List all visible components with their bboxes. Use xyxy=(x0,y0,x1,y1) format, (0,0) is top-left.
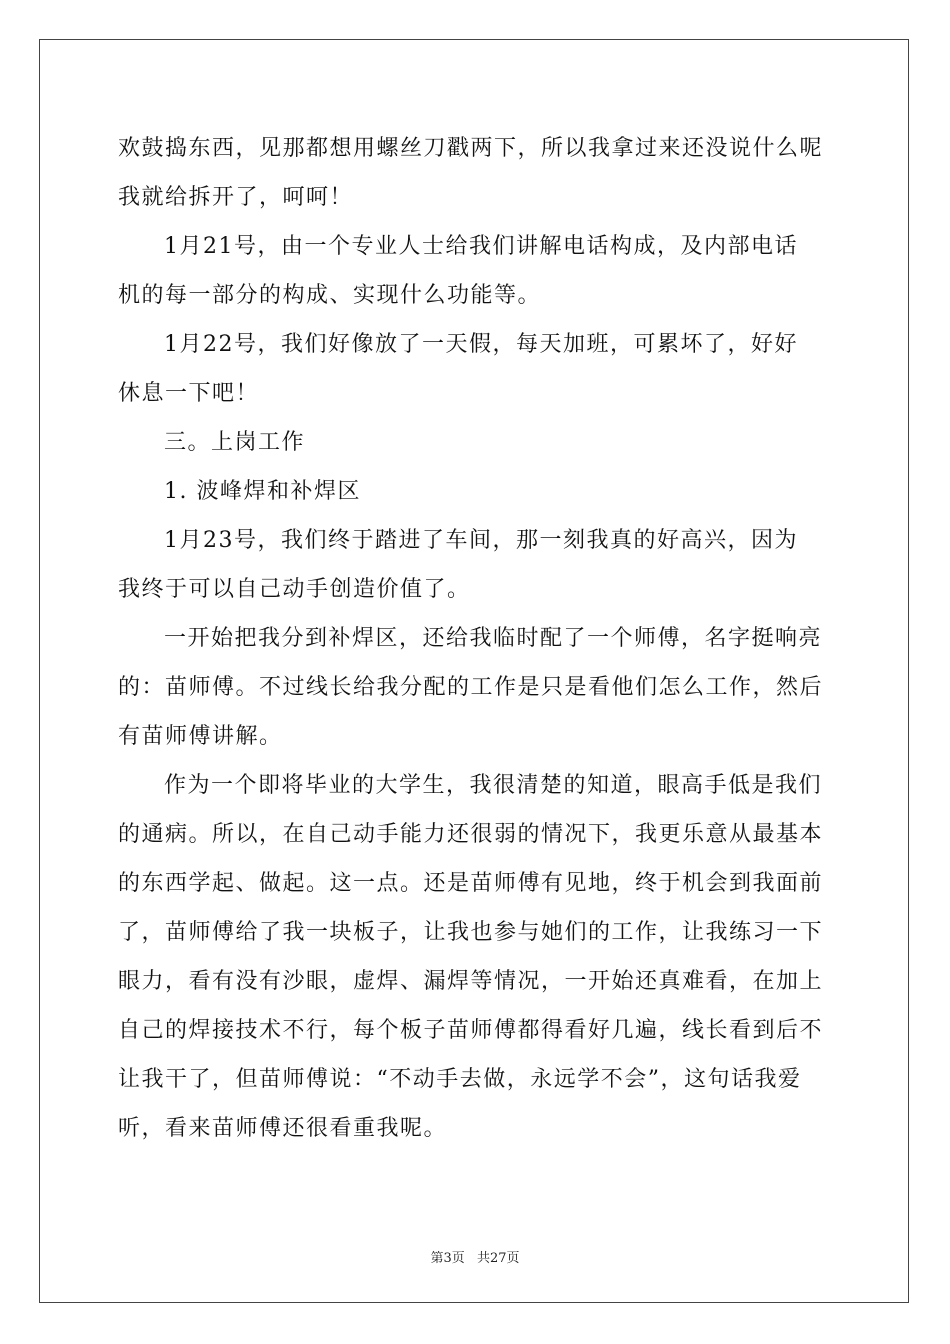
text-line: 作为一个即将毕业的大学生，我很清楚的知道，眼高手低是我们 xyxy=(164,773,823,798)
text-line: 1月21号，由一个专业人士给我们讲解电话构成，及内部电话 xyxy=(164,234,798,259)
text-line: 的：苗师傅。不过线长给我分配的工作是只是看他们怎么工作，然后 xyxy=(118,675,824,700)
text-line: 欢鼓捣东西，见那都想用螺丝刀戳两下，所以我拿过来还没说什么呢 xyxy=(118,136,824,161)
text-line: 的通病。所以，在自己动手能力还很弱的情况下，我更乐意从最基本 xyxy=(118,822,824,847)
text-line: 让我干了，但苗师傅说：“不动手去做，永远学不会”，这句话我爱 xyxy=(118,1067,802,1092)
section-heading: 三。上岗工作 xyxy=(164,430,306,455)
text-line: 1月23号，我们终于踏进了车间，那一刻我真的好高兴，因为 xyxy=(164,528,798,553)
text-line: 了，苗师傅给了我一块板子，让我也参与她们的工作，让我练习一下 xyxy=(118,920,824,945)
text-line: 休息一下吧！ xyxy=(118,381,260,406)
text-line: 的东西学起、做起。这一点。还是苗师傅有见地，终于机会到我面前 xyxy=(118,871,824,896)
text-line: 自己的焊接技术不行，每个板子苗师傅都得看好几遍，线长看到后不 xyxy=(118,1018,824,1043)
text-line: 我终于可以自己动手创造价值了。 xyxy=(118,577,471,602)
text-line: 1月22号，我们好像放了一天假，每天加班，可累坏了，好好 xyxy=(164,332,798,357)
subsection-heading: 1. 波峰焊和补焊区 xyxy=(164,479,361,504)
text-line: 眼力，看有没有沙眼，虚焊、漏焊等情况，一开始还真难看，在加上 xyxy=(118,969,824,994)
page-total: 共27页 xyxy=(476,1251,520,1266)
text-line: 机的每一部分的构成、实现什么功能等。 xyxy=(118,283,542,308)
text-line: 一开始把我分到补焊区，还给我临时配了一个师傅，名字挺响亮 xyxy=(164,626,823,651)
page-number: 第3页 xyxy=(430,1251,465,1266)
text-line: 有苗师傅讲解。 xyxy=(118,724,283,749)
text-line: 听，看来苗师傅还很看重我呢。 xyxy=(118,1116,448,1141)
page-footer xyxy=(0,1247,950,1266)
text-line: 我就给拆开了，呵呵！ xyxy=(118,185,354,210)
document-body xyxy=(118,124,832,1153)
